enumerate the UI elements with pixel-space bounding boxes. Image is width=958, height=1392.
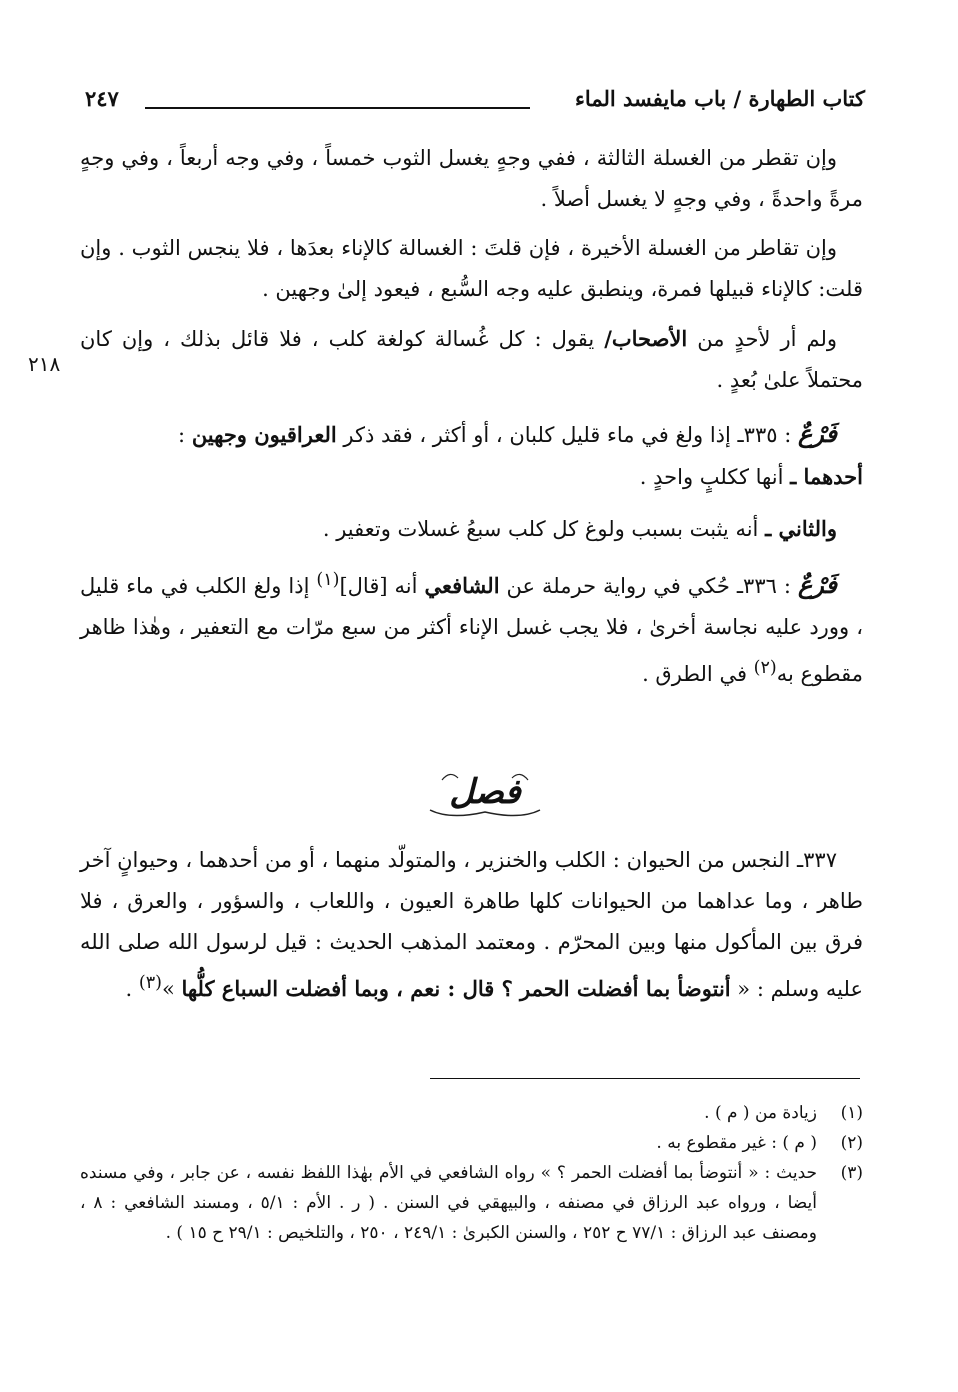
page-number: ٢٤٧ — [85, 86, 119, 111]
header-rule — [145, 107, 530, 109]
paragraph-7-part-a: : ٣٣٦ـ حُكي في رواية حرملة عن — [499, 574, 798, 598]
paragraph-1: وإن تقطر من الغسلة الثالثة ، ففي وجهٍ يغسل الثوب خمساً ، وفي وجه أربعاً ، وفي وجهٍ مرةً واحدةً ، وفي وجهٍ لا يغسل أصلاً . — [80, 146, 863, 211]
paragraph-4 — [80, 413, 863, 456]
paragraph-7-bold: الشافعي — [424, 573, 500, 598]
paragraph-6-rest: أنه يثبت بسبب ولوغ كل كلب سبعُ غسلات وتعفير . — [322, 517, 766, 541]
paragraph-7-part-c: أنه [قال] — [339, 574, 425, 598]
paragraph-7-part-e: في الطرق . — [642, 662, 754, 686]
paragraph-6 — [80, 508, 863, 550]
paragraph-8-hadith: أنتوضأ بما أفضلت الحمر ؟ قال : نعم ، وبما أفضلت السباع كلُّها — [181, 976, 731, 1001]
paragraph-4-bold: العراقيون وجهين — [191, 422, 337, 447]
paragraph-8-end: . — [125, 977, 139, 1001]
paragraph-5-bold: أحدهما ـ — [790, 464, 863, 489]
footnote-number: (٣) — [840, 1163, 863, 1183]
section-heading-fasl: فصل — [449, 772, 521, 812]
paragraph-3 — [80, 318, 863, 401]
paragraph-4-part-c: : — [178, 423, 192, 447]
paragraph-7-part-d: إذا ولغ الكلب في ماء قليل ، وورد عليه نجاسة أخرىٰ ، فلا يجب غسل الإناء أكثر من سبع مرّات مع التعفير ، وهٰذا ظاهر مقطوع به — [80, 574, 863, 686]
paragraph-8-close: » — [161, 977, 182, 1001]
footnote-1 — [80, 1098, 863, 1128]
footnote-text: ( م ) : غير مقطوع به . — [656, 1133, 817, 1153]
footnote-ref-1: (١) — [316, 570, 340, 590]
footnote-text: حديث : « أنتوضأ بما أفضلت الحمر ؟ » رواه الشافعي في الأم بهٰذا اللفظ نفسه ، عن جابر ، وفي مسنده أيضا ، ورواه عبد الرزاق في مصنفه ، والبيهقي في السنن . ( ر . الأم : ٥/١ ، ومسند الشافعي : ٨ ، ومصنف عبد الرزاق : ٧٧/١ ح ٢٥٢ ، والسنن الكبرىٰ : ٢٤٩/١ ، ٢٥٠ ، والتلخيص : ٢٩/١ ح ١٥ ) . — [80, 1163, 818, 1243]
footnote-ref-2: (٢) — [753, 658, 777, 678]
footnote-rule — [430, 1078, 860, 1079]
paragraph-8 — [80, 840, 863, 1010]
paragraph-7 — [80, 560, 863, 695]
footnote-number: (٢) — [840, 1133, 863, 1153]
paragraph-5 — [80, 456, 863, 498]
paragraph-3-part-a: ولم أر لأحدٍ من — [687, 327, 837, 351]
paragraph-8-main: ٣٣٧ـ النجس من الحيوان : الكلب والخنزير ، والمتولّد منهما ، أو من أحدهما ، وحيوانٍ آخر طاهر ، وما عداهما من الحيوانات كلها طاهرة العيون ، واللعاب ، والسؤور ، والعرق ، فلا فرق بين المأكول منها وبين المحرّم . ومعتمد المذهب الحديث : قيل لرسول الله صلى الله عليه وسلم : « — [80, 848, 863, 1001]
body-text — [80, 138, 863, 695]
paragraph-3-part-c: يقول : كل غُسالة كولغة كلب ، فلا قائل بذلك ، وإن كان محتملاً علىٰ بُعدٍ . — [80, 327, 863, 392]
paragraph-4-part-a: : ٣٣٥ـ إذا ولغ في ماء قليل كلبان ، أو أكثر ، فقد ذكر — [336, 423, 798, 447]
paragraph-2: وإن تقاطر من الغسلة الأخيرة ، فإن قلتَ : الغسالة كالإناء بعدَها ، فلا ينجس الثوب . وإن قلت: كالإناء قبيلها فمرة، وينطبق عليه وجه السُّبع ، فيعود إلىٰ وجهين . — [80, 236, 863, 301]
header-title: كتاب الطهارة / باب مايفسد الماء — [575, 86, 865, 111]
far-heading: فَرْعٌ — [797, 419, 837, 448]
footnote-text: زيادة من ( م ) . — [704, 1103, 817, 1123]
paragraph-5-rest: أنها ككلبٍ واحدٍ . — [639, 465, 791, 489]
margin-folio-number: ٢١٨ — [28, 352, 61, 376]
body-text-2 — [80, 840, 863, 1010]
section-ornament — [420, 762, 550, 822]
footnote-2 — [80, 1128, 863, 1158]
far-heading-2: فَرْعٌ — [797, 570, 837, 599]
running-header — [85, 82, 865, 122]
footnote-number: (١) — [840, 1103, 863, 1123]
paragraph-6-bold: والثاني ـ — [765, 516, 837, 541]
paragraph-3-bold: الأصحاب/ — [604, 326, 688, 351]
footnote-ref-3: (٣) — [138, 973, 162, 993]
footnote-3 — [80, 1158, 863, 1248]
footnotes — [80, 1098, 863, 1248]
